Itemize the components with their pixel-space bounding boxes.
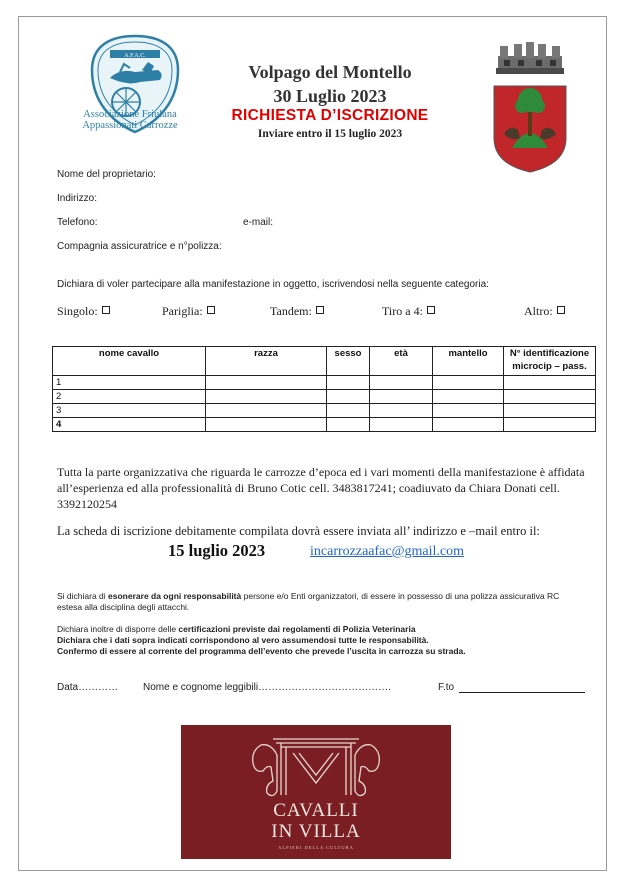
col-header-identificazione [504, 347, 596, 376]
banner-title [181, 800, 451, 842]
checkbox-icon[interactable] [316, 306, 324, 314]
table-cell[interactable] [206, 376, 327, 390]
row-number: 3 [53, 404, 206, 418]
checkbox-icon[interactable] [427, 306, 435, 314]
horse-table [52, 346, 596, 432]
table-cell[interactable] [370, 404, 433, 418]
logo-acronym: A.F.A.C. [124, 53, 146, 59]
category-tandem[interactable] [270, 304, 324, 319]
category-pariglia[interactable] [162, 304, 215, 319]
table-cell[interactable] [327, 376, 370, 390]
signature-sign-label: F.to [438, 682, 455, 693]
table-cell[interactable] [370, 418, 433, 432]
banner-title-line2: IN VILLA [271, 821, 361, 842]
col-header-mantello: mantello [433, 347, 504, 376]
event-date: 30 Luglio 2023 [273, 86, 387, 106]
address-label: Indirizzo: [57, 193, 98, 204]
table-cell[interactable] [504, 418, 596, 432]
table-row [53, 404, 596, 418]
signature-line[interactable] [459, 692, 585, 693]
table-cell[interactable] [433, 376, 504, 390]
organization-text: Tutta la parte organizzativa che riguarda le carrozze d’epoca ed i vari momenti della manifestazione è affidata all’esperienza ed alla professionalità di Bruno Cotic cell. 3483817241; coadiuvato da Chiara Donati cell. 3392120254 [57, 465, 585, 511]
table-row [53, 376, 596, 390]
table-cell[interactable] [370, 376, 433, 390]
row-number: 2 [53, 390, 206, 404]
header-id-line2: microcip – pass. [512, 361, 587, 372]
category-altro[interactable] [524, 304, 565, 319]
logo-line1: Associazione Friulana [83, 109, 177, 120]
table-row [53, 390, 596, 404]
disclaimer-text: Dichiara inoltre di disporre delle [57, 624, 179, 634]
owner-label: Nome del proprietario: [57, 169, 156, 180]
send-deadline-date: 15 luglio 2023 [168, 541, 266, 560]
table-cell[interactable] [433, 418, 504, 432]
table-row [53, 418, 596, 432]
table-cell[interactable] [327, 390, 370, 404]
disclaimer-liability [57, 591, 577, 613]
category-singolo[interactable] [57, 304, 110, 319]
table-cell[interactable] [504, 376, 596, 390]
checkbox-icon[interactable] [207, 306, 215, 314]
table-cell[interactable] [433, 390, 504, 404]
disclaimer-text: persone e/o Enti organizzatori, di essere in possesso di una polizza assicurativa RC estesa alla disciplina degli attacchi. [57, 591, 560, 612]
disclaimer-bold: esonerare da ogni responsabilità [108, 591, 242, 601]
deadline-note: Inviare entro il 15 luglio 2023 [257, 128, 403, 140]
event-place: Volpago del Montello [248, 62, 412, 82]
form-title: RICHIESTA D’ISCRIZIONE [231, 107, 429, 124]
disclaimer-bold: certificazioni previste dai regolamenti di Polizia Veterinaria [178, 624, 416, 634]
category-tiro-a-4[interactable] [382, 304, 435, 319]
disclaimer-text: Si dichiara di [57, 591, 109, 601]
signature-name: Nome e cognome leggibili…………………………………. [143, 682, 391, 693]
logo-line2: Appassionati Carrozze [82, 120, 178, 131]
contact-email-link[interactable]: incarrozzaafac@gmail.com [310, 544, 464, 559]
header-id-line1: N° identificazione [509, 348, 590, 359]
table-cell[interactable] [433, 404, 504, 418]
category-label: Singolo: [57, 304, 98, 318]
insurance-label: Compagnia assicuratrice e n°polizza: [57, 241, 222, 252]
table-cell[interactable] [327, 418, 370, 432]
row-number: 1 [53, 376, 206, 390]
banner-title-line1: CAVALLI [273, 800, 359, 821]
category-label: Pariglia: [162, 304, 203, 318]
disclaimer-certifications [57, 624, 577, 635]
col-header-nome-cavallo: nome cavallo [53, 347, 206, 376]
table-header-row [53, 347, 596, 376]
table-cell[interactable] [504, 404, 596, 418]
checkbox-icon[interactable] [557, 306, 565, 314]
email-label: e-mail: [243, 217, 274, 228]
disclaimer-program: Confermo di essere al corrente del programma dell’evento che prevede l’uscita in carrozza su strada. [57, 646, 466, 656]
col-header-sesso: sesso [327, 347, 370, 376]
col-header-razza: razza [206, 347, 327, 376]
row-number: 4 [53, 418, 206, 432]
table-cell[interactable] [206, 390, 327, 404]
category-label: Tiro a 4: [382, 304, 423, 318]
table-cell[interactable] [206, 404, 327, 418]
table-cell[interactable] [206, 418, 327, 432]
send-instructions: La scheda di iscrizione debitamente compilata dovrà essere inviata all’ indirizzo e –mail entro il: [57, 524, 540, 538]
signature-date: Data………… [57, 682, 119, 693]
table-cell[interactable] [370, 390, 433, 404]
banner-subtitle: ALFIERI DELLA CULTURA [278, 845, 354, 850]
table-cell[interactable] [327, 404, 370, 418]
declaration-text: Dichiara di voler partecipare alla manifestazione in oggetto, iscrivendosi nella seguente categoria: [57, 279, 489, 290]
table-cell[interactable] [504, 390, 596, 404]
municipal-crest-icon [490, 38, 570, 174]
logo-caption [60, 109, 200, 131]
category-label: Altro: [524, 304, 553, 318]
phone-label: Telefono: [57, 217, 98, 228]
checkbox-icon[interactable] [102, 306, 110, 314]
col-header-eta: età [370, 347, 433, 376]
disclaimer-truthfulness: Dichiara che i dati sopra indicati corrispondono al vero assumendosi tutte le responsabilità. [57, 635, 429, 645]
category-label: Tandem: [270, 304, 312, 318]
